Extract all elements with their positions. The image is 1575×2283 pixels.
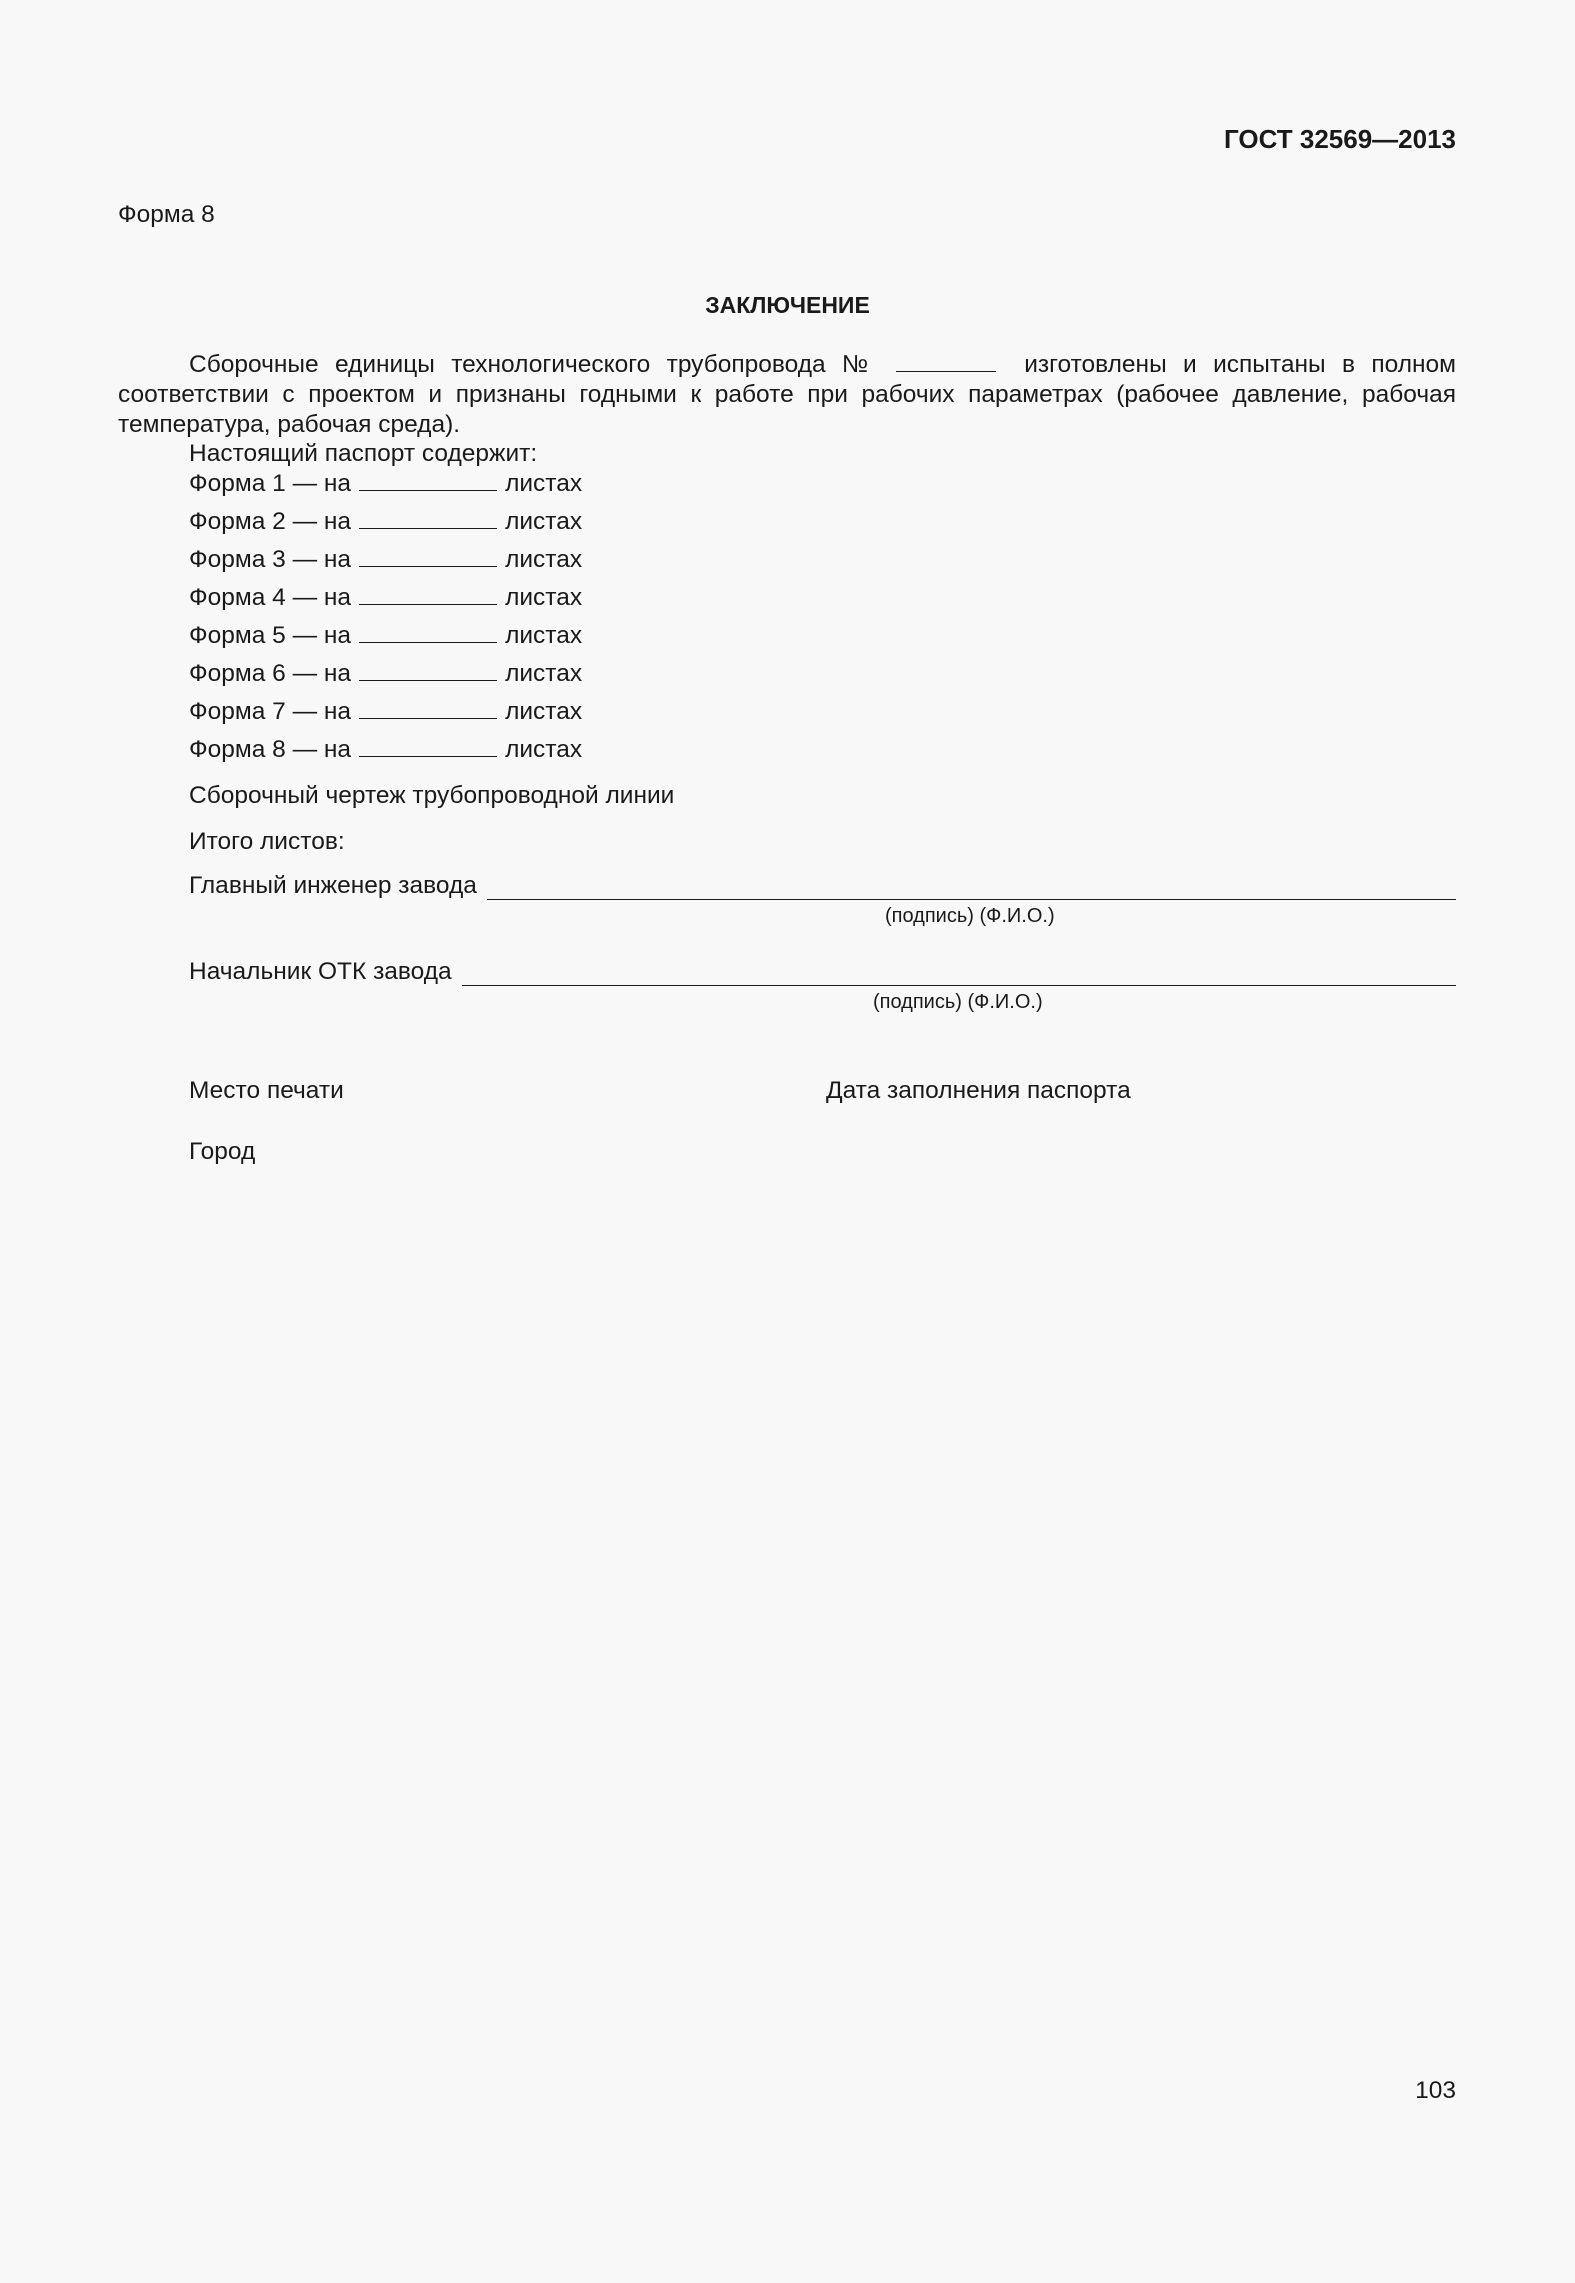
form-line-suffix: листах bbox=[505, 736, 583, 763]
form-line-suffix: листах bbox=[505, 546, 583, 573]
form-line-suffix: листах bbox=[505, 584, 583, 611]
form-line-prefix: Форма 4 — на bbox=[189, 584, 352, 611]
drawing-label: Сборочный чертеж трубопроводной линии bbox=[189, 782, 675, 809]
pipeline-number-blank[interactable] bbox=[896, 351, 996, 372]
form-line-4 bbox=[189, 584, 582, 612]
contains-label: Настоящий паспорт содержит: bbox=[189, 440, 538, 467]
qc-head-signature-line[interactable] bbox=[462, 959, 1456, 986]
sheets-blank-8[interactable] bbox=[359, 736, 497, 757]
fill-date-label: Дата заполнения паспорта bbox=[826, 1077, 1131, 1104]
form-line-suffix: листах bbox=[505, 508, 583, 535]
chief-engineer-signature-line[interactable] bbox=[487, 873, 1456, 900]
qc-head-signature-caption: (подпись) (Ф.И.О.) bbox=[873, 991, 1043, 1013]
form-line-prefix: Форма 1 — на bbox=[189, 470, 352, 497]
page-title: ЗАКЛЮЧЕНИЕ bbox=[705, 292, 870, 318]
form-line-8 bbox=[189, 736, 582, 764]
form-line-3 bbox=[189, 546, 582, 574]
chief-engineer-label: Главный инженер завода bbox=[189, 872, 477, 899]
form-line-7 bbox=[189, 698, 582, 726]
stamp-place-label: Место печати bbox=[189, 1077, 344, 1104]
form-line-1 bbox=[189, 470, 582, 498]
paragraph-part1: Сборочные единицы технологического трубопровода № bbox=[189, 351, 878, 378]
form-line-suffix: листах bbox=[505, 660, 583, 687]
form-line-6 bbox=[189, 660, 582, 688]
form-label: Форма 8 bbox=[118, 201, 215, 228]
total-sheets-label: Итого листов: bbox=[189, 828, 345, 855]
sheets-blank-5[interactable] bbox=[359, 622, 497, 643]
form-line-prefix: Форма 5 — на bbox=[189, 622, 352, 649]
form-line-prefix: Форма 8 — на bbox=[189, 736, 352, 763]
chief-engineer-signature-row bbox=[189, 872, 1456, 900]
form-line-prefix: Форма 7 — на bbox=[189, 698, 352, 725]
sheets-blank-6[interactable] bbox=[359, 660, 497, 681]
sheets-blank-4[interactable] bbox=[359, 584, 497, 605]
qc-head-signature-row bbox=[189, 958, 1456, 986]
sheets-blank-7[interactable] bbox=[359, 698, 497, 719]
sheets-blank-2[interactable] bbox=[359, 508, 497, 529]
sheets-blank-1[interactable] bbox=[359, 470, 497, 491]
chief-engineer-signature-caption: (подпись) (Ф.И.О.) bbox=[885, 905, 1055, 927]
form-line-prefix: Форма 6 — на bbox=[189, 660, 352, 687]
sheets-blank-3[interactable] bbox=[359, 546, 497, 567]
form-line-suffix: листах bbox=[505, 698, 583, 725]
document-code: ГОСТ 32569—2013 bbox=[1224, 124, 1456, 154]
form-line-prefix: Форма 2 — на bbox=[189, 508, 352, 535]
city-label: Город bbox=[189, 1138, 256, 1165]
conclusion-paragraph bbox=[118, 350, 1456, 440]
form-line-suffix: листах bbox=[505, 470, 583, 497]
qc-head-label: Начальник ОТК завода bbox=[189, 958, 452, 985]
form-line-2 bbox=[189, 508, 582, 536]
form-line-5 bbox=[189, 622, 582, 650]
form-line-suffix: листах bbox=[505, 622, 583, 649]
page-number: 103 bbox=[1415, 2077, 1456, 2104]
form-line-prefix: Форма 3 — на bbox=[189, 546, 352, 573]
paragraph-part2: изготовлены и испытаны в полном соответствии с проектом и признаны годными к работе при рабочих параметрах (рабочее давление, рабочая температура, рабочая среда). bbox=[118, 351, 1457, 438]
